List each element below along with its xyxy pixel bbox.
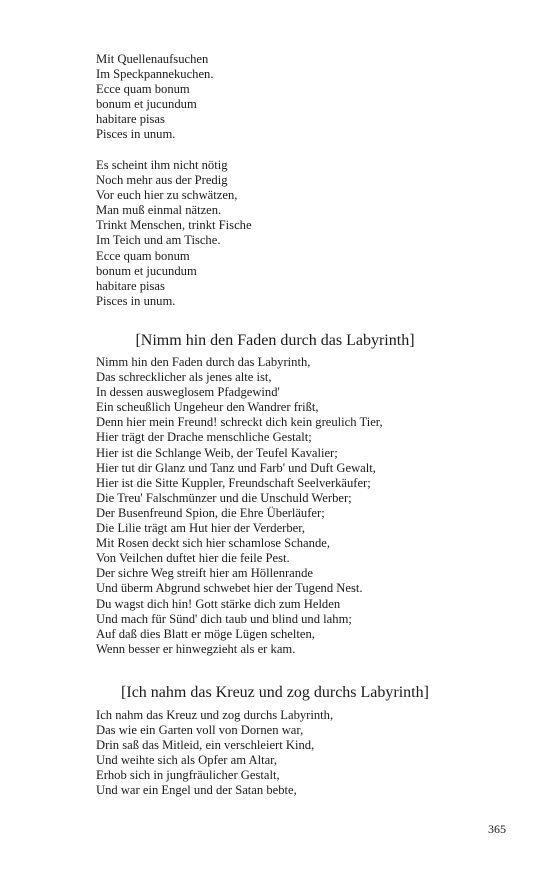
verse-line: Hier tut dir Glanz und Tanz und Farb' und Duft Gewalt,: [96, 460, 376, 475]
verse-line: Vor euch hier zu schwätzen,: [96, 188, 238, 203]
verse-line: Im Speckpannekuchen.: [96, 67, 214, 82]
verse-line: bonum et jucundum: [96, 263, 197, 278]
verse-line: Und war ein Engel und der Satan bebte,: [96, 783, 297, 798]
verse-line: Es scheint ihm nicht nötig: [96, 158, 228, 172]
verse-line: Und weihte sich als Opfer am Altar,: [96, 753, 278, 768]
verse-line: Du wagst dich hin! Gott stärke dich zum Helden: [96, 596, 341, 611]
page-number: 365: [488, 822, 506, 836]
verse-line: Wenn besser er hinwegzieht als er kam.: [96, 641, 296, 656]
poem-2-title: [Ich nahm das Kreuz und zog durchs Labyrinth]: [121, 684, 429, 701]
verse-line: Die Treu' Falschmünzer und die Unschuld Werber;: [96, 490, 352, 505]
verse-line: In dessen ausweglosem Pfadgewind': [96, 385, 280, 400]
verse-line: habitare pisas: [96, 112, 165, 127]
poem-2-text: [96, 708, 496, 799]
verse-line: Trinkt Menschen, trinkt Fische: [96, 218, 252, 233]
verse-line: Und überm Abgrund schwebet hier der Tugend Nest.: [96, 581, 363, 596]
verse-line: Die Lilie trägt am Hut hier der Verderber,: [96, 521, 306, 536]
verse-line: Mit Quellenaufsuchen: [96, 52, 209, 66]
verse-line: Der sichre Weg streift hier am Höllenrande: [96, 566, 313, 581]
stanza-1: [96, 52, 496, 143]
verse-line: Ein scheußlich Ungeheur den Wandrer frißt,: [96, 400, 319, 415]
verse-line: bonum et jucundum: [96, 97, 197, 112]
verse-line: Das wie ein Garten voll von Dornen war,: [96, 723, 304, 738]
verse-line: Mit Rosen deckt sich hier schamlose Schande,: [96, 536, 330, 551]
verse-line: Das schrecklicher als jenes alte ist,: [96, 370, 272, 385]
verse-line: habitare pisas: [96, 278, 165, 293]
poem-1-title: [Nimm hin den Faden durch das Labyrinth]: [135, 332, 415, 349]
verse-line: Von Veilchen duftet hier die feile Pest.: [96, 551, 290, 566]
verse-line: Nimm hin den Faden durch das Labyrinth,: [96, 355, 311, 369]
poem-1-text: [96, 355, 496, 657]
verse-line: Auf daß dies Blatt er möge Lügen schelten,: [96, 626, 315, 641]
verse-line: Im Teich und am Tische.: [96, 233, 221, 248]
verse-line: Der Busenfreund Spion, die Ehre Überläufer;: [96, 505, 325, 520]
verse-line: Hier ist die Sitte Kuppler, Freundschaft Seelverkäufer;: [96, 475, 371, 490]
verse-line: Und mach für Sünd' dich taub und blind und lahm;: [96, 611, 352, 626]
verse-line: Noch mehr aus der Predig: [96, 173, 228, 188]
verse-line: Erhob sich in jungfräulicher Gestalt,: [96, 768, 280, 783]
verse-line: Drin saß das Mitleid, ein verschleiert Kind,: [96, 738, 315, 753]
verse-line: Ecce quam bonum: [96, 82, 190, 97]
verse-line: Hier trägt der Drache menschliche Gestalt;: [96, 430, 312, 445]
verse-line: Ich nahm das Kreuz und zog durchs Labyrinth,: [96, 708, 334, 722]
verse-line: Pisces in unum.: [96, 127, 176, 142]
verse-line: Pisces in unum.: [96, 293, 176, 308]
stanza-2: [96, 158, 496, 309]
verse-line: Man muß einmal nätzen.: [96, 203, 222, 218]
verse-line: Ecce quam bonum: [96, 248, 190, 263]
verse-line: Hier ist die Schlange Weib, der Teufel Kavalier;: [96, 445, 338, 460]
verse-line: Denn hier mein Freund! schreckt dich kein greulich Tier,: [96, 415, 383, 430]
